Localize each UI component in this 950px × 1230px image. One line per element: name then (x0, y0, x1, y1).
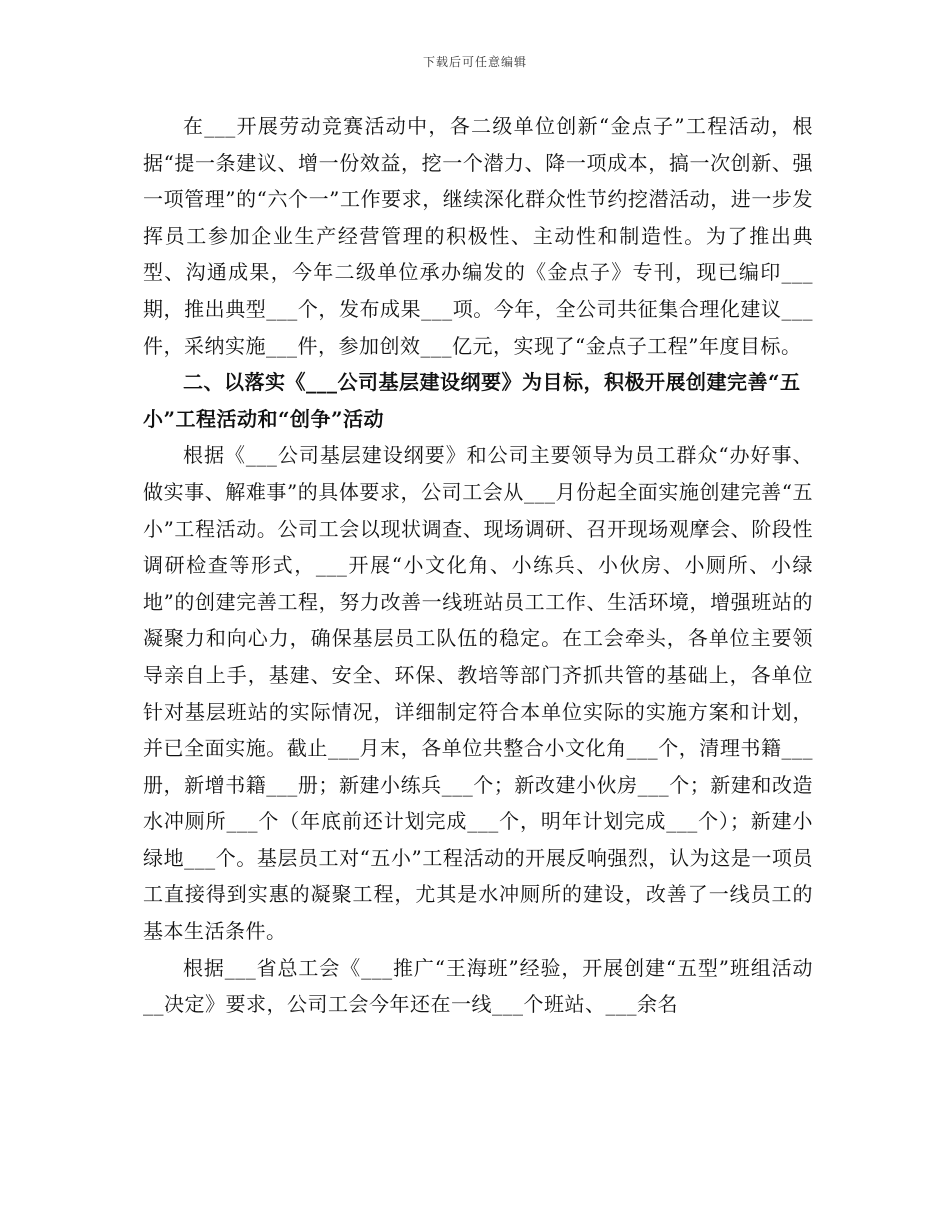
paragraph-five-small-projects: 根据《___公司基层建设纲要》和公司主要领导为员工群众“办好事、做实事、解难事”的具体要求，公司工会从___月份起全面实施创建完善“五小”工程活动。公司工会以现状调查、现场调研、召开现场观摩会、阶段性调研检查等形式，___开展“小文化角、小练兵、小伙房、小厕所、小绿地”的创建完善工程，努力改善一线班站员工工作、生活环境，增强班站的凝聚力和向心力，确保基层员工队伍的稳定。在工会牵头，各单位主要领导亲自上手，基建、安全、环保、教培等部门齐抓共管的基础上，各单位针对基层班站的实际情况，详细制定符合本单位实际的实施方案和计划，并已全面实施。截止___月末，各单位共整合小文化角___个，清理书籍___册，新增书籍___册；新建小练兵___个；新改建小伙房___个；新建和改造水冲厕所___个（年底前还计划完成___个，明年计划完成___个）；新建小绿地___个。基层员工对“五小”工程活动的开展反响强烈，认为这是一项员工直接得到实惠的凝聚工程，尤其是水冲厕所的建设，改善了一线员工的基本生活条件。 (143, 443, 813, 944)
document-body (143, 108, 813, 1023)
page-header: 下载后可任意编辑 (422, 55, 527, 69)
section-heading-two: 二、以落实《___公司基层建设纲要》为目标，积极开展创建完善“五小”工程活动和“创争”活动 (143, 370, 801, 431)
paragraph-wanghai-class: 根据___省总工会《___推广“王海班”经验，开展创建“五型”班组活动__决定》要求，公司工会今年还在一线___个班站、___余名 (143, 955, 813, 1017)
paragraph-golden-idea: 在___开展劳动竞赛活动中，各二级单位创新“金点子”工程活动，根据“提一条建议、增一份效益，挖一个潜力、降一项成本，搞一次创新、强一项管理”的“六个一”工作要求，继续深化群众性节约挖潜活动，进一步发挥员工参加企业生产经营管理的积极性、主动性和制造性。为了推出典型、沟通成果，今年二级单位承办编发的《金点子》专刊，现已编印___期，推出典型___个，发布成果___项。今年，全公司共征集合理化建议___件，采纳实施___件，参加创效___亿元，实现了“金点子工程”年度目标。 (143, 114, 813, 358)
